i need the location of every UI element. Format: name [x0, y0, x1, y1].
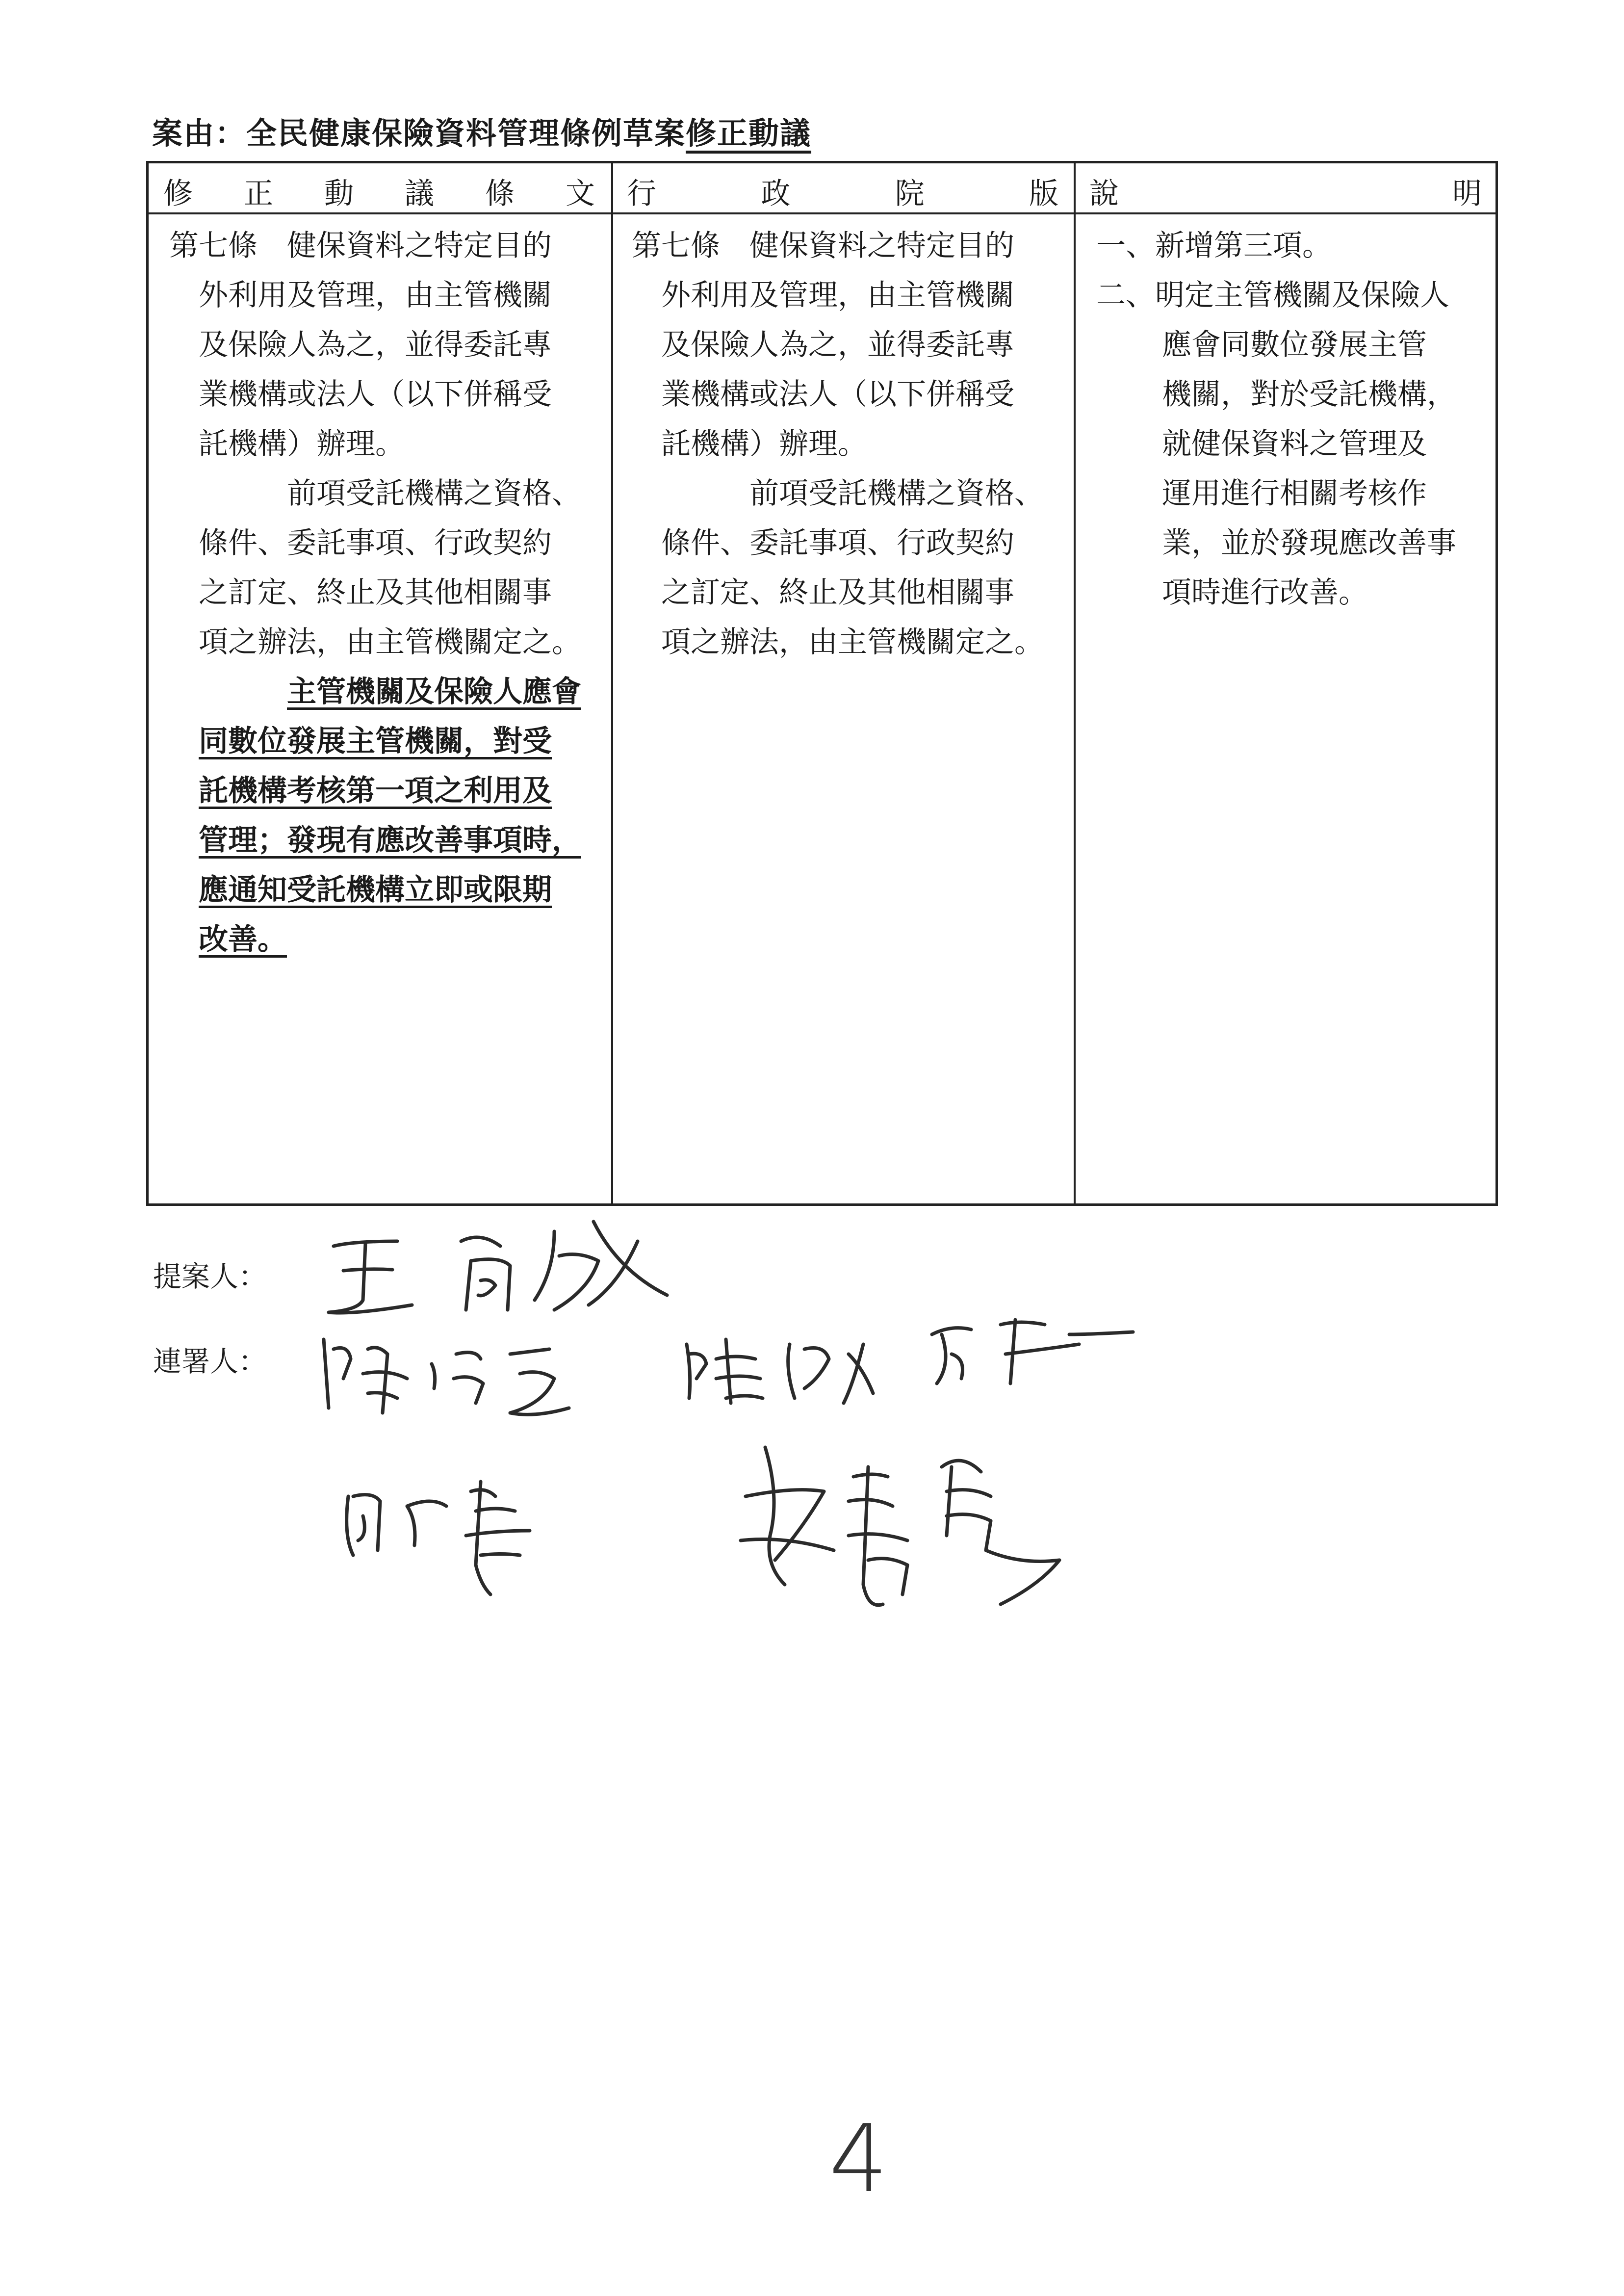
amended-text-line: 主管機關及保險人應會	[287, 675, 581, 709]
header-char: 文	[566, 177, 595, 211]
amendment-column	[169, 221, 581, 965]
header-char: 院	[895, 177, 925, 211]
proposer-signature	[324, 1212, 716, 1325]
text-line: 第七條 健保資料之特定目的	[632, 229, 1014, 263]
cosigner-label: 連署人：	[153, 1345, 267, 1378]
text-line: 之訂定、終止及其他相關事	[199, 575, 552, 610]
explanation-column	[1096, 221, 1456, 618]
page-number: 4	[829, 2105, 888, 2213]
explanation-item: 一、新增第三項。	[1096, 229, 1332, 263]
cosigner-signature-5	[726, 1437, 1079, 1644]
header-explanation	[1089, 170, 1482, 212]
text-line: 項之辦法，由主管機關定之。	[199, 625, 581, 659]
header-char: 說	[1089, 177, 1119, 211]
text-line: 業，並於發現應改善事	[1162, 526, 1456, 560]
text-line: 託機構）辦理。	[661, 427, 867, 461]
cosigner-signature-2	[677, 1325, 893, 1413]
executive-column	[632, 221, 1044, 667]
text-line: 前項受託機構之資格、	[287, 476, 581, 511]
comparison-table	[146, 161, 1498, 1206]
explanation-item: 二、明定主管機關及保險人	[1096, 278, 1449, 313]
header-char: 行	[627, 177, 656, 211]
header-char: 版	[1029, 177, 1058, 211]
cosigner-signature-4	[334, 1467, 589, 1609]
new-paragraph	[169, 667, 581, 965]
header-char: 動	[324, 177, 354, 211]
amended-text-line: 應通知受託機構立即或限期	[199, 873, 552, 907]
text-line: 前項受託機構之資格、	[749, 476, 1044, 511]
document-title	[152, 109, 811, 153]
header-char: 政	[761, 177, 791, 211]
text-line: 業機構或法人（以下併稱受	[199, 377, 552, 412]
text-line: 第七條 健保資料之特定目的	[169, 229, 552, 263]
header-divider	[149, 212, 1495, 214]
header-char: 正	[244, 177, 273, 211]
text-line: 外利用及管理，由主管機關	[661, 278, 1014, 313]
title-underlined: 修正動議	[686, 115, 812, 151]
proposer-label: 提案人：	[153, 1260, 267, 1293]
text-line: 條件、委託事項、行政契約	[661, 526, 1014, 560]
amended-text-line: 託機構考核第一項之利用及	[199, 774, 552, 808]
text-line: 及保險人為之，並得委託專	[661, 328, 1014, 362]
header-char: 議	[405, 177, 434, 211]
text-line: 應會同數位發展主管	[1162, 328, 1427, 362]
text-line: 運用進行相關考核作	[1162, 476, 1427, 511]
header-char: 修	[163, 177, 193, 211]
text-line: 業機構或法人（以下併稱受	[661, 377, 1014, 412]
title-prefix: 案由：全民健康保險資料管理條例草案	[152, 115, 686, 151]
text-line: 就健保資料之管理及	[1162, 427, 1427, 461]
header-amendment	[163, 170, 595, 212]
text-line: 外利用及管理，由主管機關	[199, 278, 552, 313]
header-char: 明	[1452, 177, 1482, 211]
text-line: 項時進行改善。	[1162, 575, 1368, 610]
amended-text-line: 管理；發現有應改善事項時，	[199, 823, 581, 858]
text-line: 機關，對於受託機構，	[1162, 377, 1456, 412]
header-char: 條	[485, 177, 515, 211]
header-executive	[627, 170, 1058, 212]
text-line: 之訂定、終止及其他相關事	[661, 575, 1014, 610]
text-line: 託機構）辦理。	[199, 427, 405, 461]
text-line: 項之辦法，由主管機關定之。	[661, 625, 1044, 659]
cosigner-signature-1	[314, 1320, 579, 1428]
amended-text-line: 改善。	[199, 922, 287, 957]
text-line: 及保險人為之，並得委託專	[199, 328, 552, 362]
column-divider	[1074, 163, 1076, 1203]
cosigner-signature-3	[922, 1305, 1143, 1403]
column-divider	[611, 163, 613, 1203]
amended-text-line: 同數位發展主管機關，對受	[199, 724, 552, 758]
text-line: 條件、委託事項、行政契約	[199, 526, 552, 560]
